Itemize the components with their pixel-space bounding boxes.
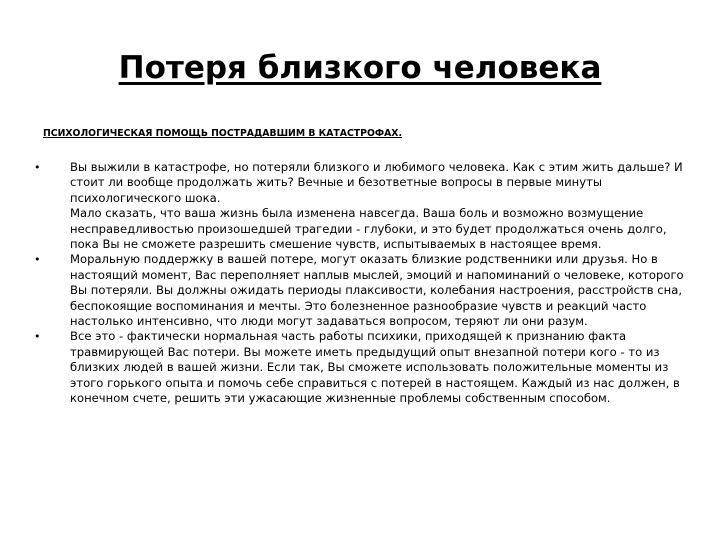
bullet-item — [34, 252, 690, 329]
slide-title: Потеря близкого человека — [118, 50, 602, 86]
bullet-icon: • — [34, 253, 41, 267]
bullet-list — [34, 160, 690, 407]
bullet-item — [34, 329, 690, 406]
bullet-item — [34, 160, 690, 252]
slide-subtitle: ПСИХОЛОГИЧЕСКАЯ ПОМОЩЬ ПОСТРАДАВШИМ В КАТАСТРОФАХ. — [43, 128, 402, 139]
bullet-paragraph: Мало сказать, что ваша жизнь была изменена навсегда. Ваша боль и возможно возмущение несправедливостью произошедшей трагедии - глубоки, и это будет продолжаться очень долго, пока Вы не сможете разрешить смешение чувств, испытываемых в настоящее время. — [70, 206, 667, 252]
bullet-paragraph: Все это - фактически нормальная часть работы психики, приходящей к признанию факта травмирующей Вас потери. Вы можете иметь предыдущий опыт внезапной потери кого - то из близких людей в вашей жизни. Если так, Вы сможете использовать положительные моменты из этого горького опыта и помочь себе справиться с потерей в настоящем. Каждый из нас должен, в конечном счете, решить эти ужасающие жизненные проблемы собственным способом. — [70, 329, 680, 406]
bullet-text — [70, 252, 690, 329]
bullet-paragraph: Вы выжили в катастрофе, но потеряли близкого и любимого человека. Как с этим жить дальше? И стоит ли вообще продолжать жить? Вечные и безответные вопросы в первые минуты психологического шока. — [70, 160, 683, 205]
bullet-text — [70, 160, 690, 252]
bullet-icon: • — [34, 330, 41, 344]
bullet-paragraph: Моральную поддержку в вашей потере, могут оказать близкие родственники или друзья. Но в настоящий момент, Вас переполняет наплыв мыслей, эмоций и напоминаний о человеке, которого Вы потеряли. Вы должны ожидать периоды плаксивости, колебания настроения, расстройств сна, беспокоящие воспоминания и мечты. Это болезненное разнообразие чувств и реакций часто настолько интенсивно, что люди могут задаваться вопросом, теряют ли они разум. — [70, 252, 684, 329]
bullet-text — [70, 329, 690, 406]
bullet-icon: • — [34, 161, 41, 174]
